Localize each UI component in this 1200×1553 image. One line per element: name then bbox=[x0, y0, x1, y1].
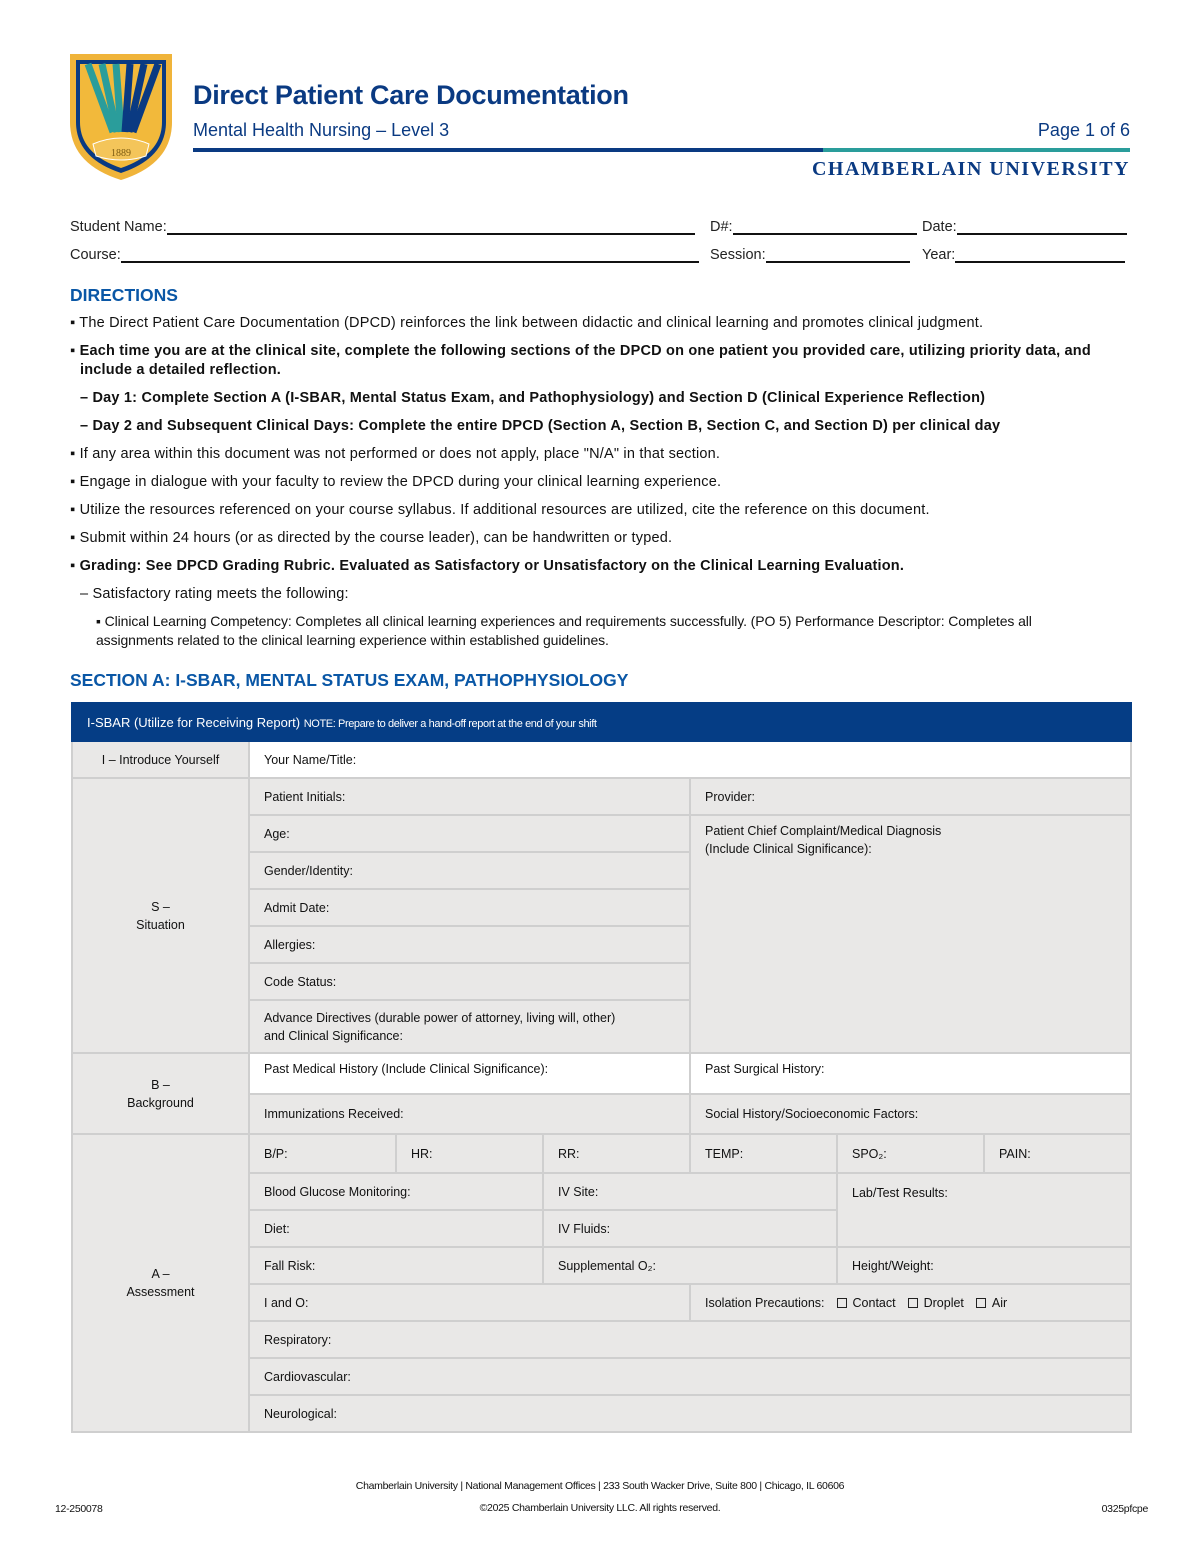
isolation-precautions-field: Isolation Precautions: Contact Droplet Air bbox=[690, 1284, 1131, 1321]
temp-field[interactable]: TEMP: bbox=[690, 1134, 837, 1173]
university-name: CHAMBERLAIN UNIVERSITY bbox=[811, 158, 1130, 180]
student-name-field[interactable] bbox=[70, 219, 695, 235]
chief-complaint-field[interactable]: Patient Chief Complaint/Medical Diagnosis (Include Clinical Significance): bbox=[690, 815, 1131, 1053]
footer-code-left: 12-250078 bbox=[55, 1503, 103, 1515]
isbar-header: I-SBAR (Utilize for Receiving Report) NOTE: Prepare to deliver a hand-off report at the end of your shift bbox=[72, 703, 1131, 741]
past-medical-history-field[interactable]: Past Medical History (Include Clinical Significance): bbox=[249, 1053, 690, 1094]
footer-address: Chamberlain University | National Management Offices | 233 South Wacker Drive, Suite 800 | Chicago, IL 60606 bbox=[355, 1480, 845, 1492]
diet-field[interactable]: Diet: bbox=[249, 1210, 543, 1247]
direction-item: ▪ Submit within 24 hours (or as directed by the course leader), can be handwritten or typed. bbox=[70, 530, 673, 546]
date-label: Date: bbox=[922, 219, 957, 235]
neurological-field[interactable]: Neurological: bbox=[249, 1395, 1131, 1432]
pain-field[interactable]: PAIN: bbox=[984, 1134, 1131, 1173]
direction-item: ▪ The Direct Patient Care Documentation (DPCD) reinforces the link between didactic and clinical learning and promotes clinical judgment. bbox=[70, 315, 984, 331]
social-history-field[interactable]: Social History/Socioeconomic Factors: bbox=[690, 1094, 1131, 1134]
chamberlain-shield-logo bbox=[68, 52, 174, 182]
situation-label: S – Situation bbox=[72, 778, 249, 1053]
respiratory-field[interactable]: Respiratory: bbox=[249, 1321, 1131, 1358]
direction-item: – Day 1: Complete Section A (I-SBAR, Mental Status Exam, and Pathophysiology) and Section D (Clinical Experience Reflection) bbox=[80, 390, 986, 406]
svg-text:1889: 1889 bbox=[111, 148, 131, 159]
supplemental-o2-field[interactable]: Supplemental O₂: bbox=[543, 1247, 837, 1284]
id-label: D#: bbox=[710, 219, 733, 235]
header-rule-accent bbox=[823, 148, 1130, 152]
direction-item: ▪ Engage in dialogue with your faculty to review the DPCD during your clinical learning experience. bbox=[70, 474, 722, 490]
session-field[interactable] bbox=[710, 247, 910, 263]
intake-output-field[interactable]: I and O: bbox=[249, 1284, 690, 1321]
footer-code-right: 0325pfcpe bbox=[1101, 1503, 1148, 1515]
course-label: Course: bbox=[70, 247, 121, 263]
direction-item: – Satisfactory rating meets the following: bbox=[80, 586, 349, 602]
page-number: Page 1 of 6 bbox=[1037, 120, 1130, 140]
direction-item: – Day 2 and Subsequent Clinical Days: Complete the entire DPCD (Section A, Section B, Section C, and Section D) per clinical day bbox=[80, 418, 1001, 434]
session-label: Session: bbox=[710, 247, 766, 263]
year-label: Year: bbox=[922, 247, 956, 263]
advance-directives-field[interactable]: Advance Directives (durable power of attorney, living will, other) and Clinical Significance: bbox=[249, 1000, 690, 1053]
provider-field[interactable]: Provider: bbox=[690, 778, 1131, 815]
document-title: Direct Patient Care Documentation bbox=[193, 80, 629, 110]
year-field[interactable] bbox=[922, 247, 1125, 263]
hr-field[interactable]: HR: bbox=[396, 1134, 543, 1173]
document-subtitle: Mental Health Nursing – Level 3 bbox=[193, 120, 450, 140]
admit-date-field[interactable]: Admit Date: bbox=[249, 889, 690, 926]
header-rule bbox=[193, 148, 823, 152]
height-weight-field[interactable]: Height/Weight: bbox=[837, 1247, 1131, 1284]
course-field[interactable] bbox=[70, 247, 699, 263]
id-field[interactable] bbox=[710, 219, 917, 235]
gender-field[interactable]: Gender/Identity: bbox=[249, 852, 690, 889]
section-a-heading: SECTION A: I-SBAR, MENTAL STATUS EXAM, PATHOPHYSIOLOGY bbox=[70, 670, 629, 690]
bp-field[interactable]: B/P: bbox=[249, 1134, 396, 1173]
assessment-label: A – Assessment bbox=[72, 1134, 249, 1432]
patient-initials-field[interactable]: Patient Initials: bbox=[249, 778, 690, 815]
isbar-table bbox=[71, 702, 1132, 1433]
past-surgical-history-field[interactable]: Past Surgical History: bbox=[690, 1053, 1131, 1094]
blood-glucose-field[interactable]: Blood Glucose Monitoring: bbox=[249, 1173, 543, 1210]
allergies-field[interactable]: Allergies: bbox=[249, 926, 690, 963]
lab-results-field[interactable]: Lab/Test Results: bbox=[837, 1173, 1131, 1247]
direction-item: ▪ Utilize the resources referenced on your course syllabus. If additional resources are utilized, cite the reference on this document. bbox=[70, 502, 930, 518]
iv-fluids-field[interactable]: IV Fluids: bbox=[543, 1210, 837, 1247]
code-status-field[interactable]: Code Status: bbox=[249, 963, 690, 1000]
your-name-field[interactable]: Your Name/Title: bbox=[249, 741, 1131, 778]
age-field[interactable]: Age: bbox=[249, 815, 690, 852]
directions-list bbox=[70, 314, 1135, 659]
date-field[interactable] bbox=[922, 219, 1127, 235]
cardiovascular-field[interactable]: Cardiovascular: bbox=[249, 1358, 1131, 1395]
direction-item: ▪ If any area within this document was not performed or does not apply, place "N/A" in that section. bbox=[70, 446, 721, 462]
directions-heading: DIRECTIONS bbox=[70, 285, 178, 305]
introduce-label: I – Introduce Yourself bbox=[72, 741, 249, 778]
student-name-label: Student Name: bbox=[70, 219, 167, 235]
contact-checkbox[interactable] bbox=[837, 1298, 847, 1308]
spo2-field[interactable]: SPO₂: bbox=[837, 1134, 984, 1173]
background-label: B – Background bbox=[72, 1053, 249, 1134]
iv-site-field[interactable]: IV Site: bbox=[543, 1173, 837, 1210]
rr-field[interactable]: RR: bbox=[543, 1134, 690, 1173]
immunizations-field[interactable]: Immunizations Received: bbox=[249, 1094, 690, 1134]
droplet-checkbox[interactable] bbox=[908, 1298, 918, 1308]
fall-risk-field[interactable]: Fall Risk: bbox=[249, 1247, 543, 1284]
footer-copyright: ©2025 Chamberlain University LLC. All rights reserved. bbox=[479, 1502, 721, 1514]
direction-item: ▪ Each time you are at the clinical site, complete the following sections of the DPCD on one patient you provided care, utilizing priority data, and include a detailed reflection. bbox=[70, 343, 1091, 378]
air-checkbox[interactable] bbox=[976, 1298, 986, 1308]
direction-item: ▪ Clinical Learning Competency: Completes all clinical learning experiences and requirements successfully. (PO 5) Performance Descriptor: Completes all assignments related to the clinical learning experience within established guidelines. bbox=[96, 613, 1032, 648]
direction-item: ▪ Grading: See DPCD Grading Rubric. Evaluated as Satisfactory or Unsatisfactory on the Clinical Learning Evaluation. bbox=[70, 558, 905, 574]
